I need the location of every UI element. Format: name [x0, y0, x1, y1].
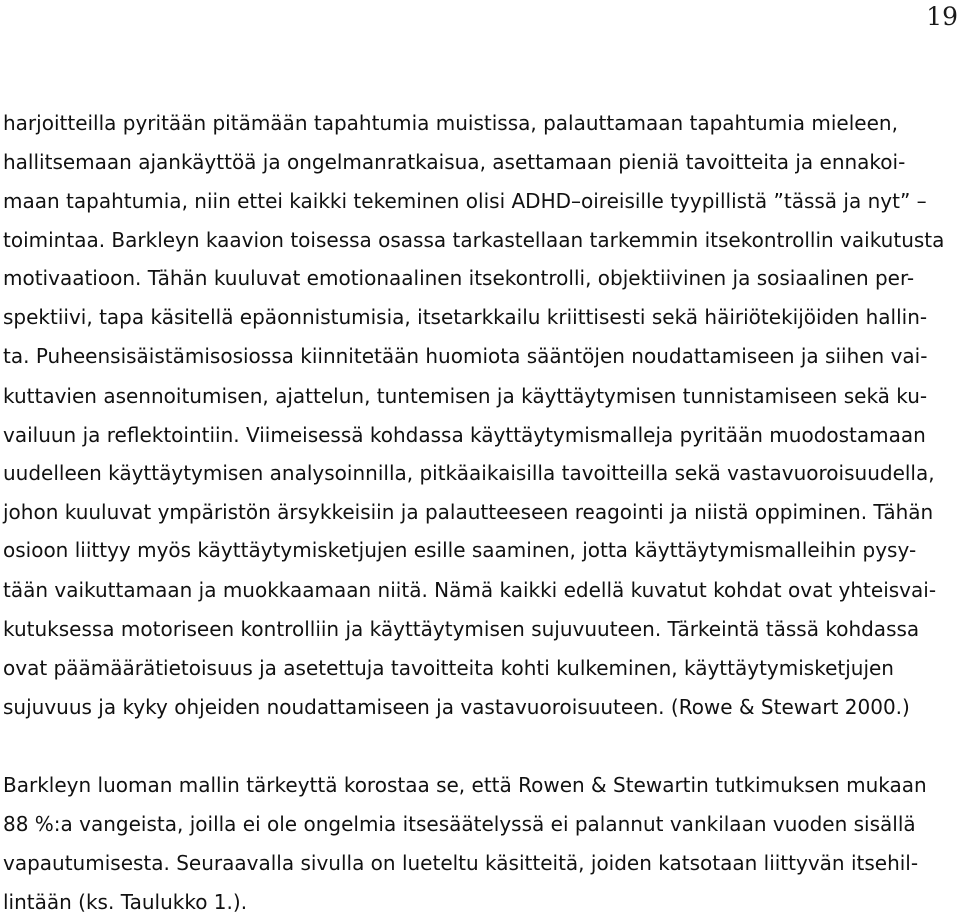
- text-line: vailuun ja reflektointiin. Viimeisessä kohdassa käyttäytymismalleja pyritään muodostamaan: [3, 423, 926, 447]
- text-line: motivaatioon. Tähän kuuluvat emotionaalinen itsekontrolli, objektiivinen ja sosiaalinen per-: [3, 266, 915, 290]
- text-line: ta. Puheensisäistämisosiossa kiinnitetään huomiota sääntöjen noudattamiseen ja siihen vai-: [3, 344, 928, 368]
- text-line: hallitsemaan ajankäyttöä ja ongelmanratkaisua, asettamaan pieniä tavoitteita ja ennakoi-: [3, 150, 906, 174]
- text-line: Barkleyn luoman mallin tärkeyttä korostaa se, että Rowen & Stewartin tutkimuksen mukaan: [3, 773, 927, 797]
- page-number: 19: [926, 2, 958, 31]
- text-line: 88 %:a vangeista, joilla ei ole ongelmia itsesäätelyssä ei palannut vankilaan vuoden sisällä: [3, 812, 916, 836]
- text-line: ovat päämäärätietoisuus ja asetettuja tavoitteita kohti kulkeminen, käyttäytymisketjujen: [3, 656, 894, 680]
- text-line: tään vaikuttamaan ja muokkaamaan niitä. Nämä kaikki edellä kuvatut kohdat ovat yhteisvai-: [3, 578, 937, 602]
- text-line: vapautumisesta. Seuraavalla sivulla on lueteltu käsitteitä, joiden katsotaan liittyvän itsehil-: [3, 851, 919, 875]
- text-line: spektiivi, tapa käsitellä epäonnistumisia, itsetarkkailu kriittisesti sekä häiriötekijöiden hallin-: [3, 305, 928, 329]
- text-line: sujuvuus ja kyky ohjeiden noudattamiseen ja vastavuoroisuuteen. (Rowe & Stewart 2000.): [3, 695, 910, 719]
- text-line: lintään (ks. Taulukko 1.).: [3, 890, 248, 914]
- text-line: kutuksessa motoriseen kontrolliin ja käyttäytymisen sujuvuuteen. Tärkeintä tässä kohdassa: [3, 617, 920, 641]
- text-line: toimintaa. Barkleyn kaavion toisessa osassa tarkastellaan tarkemmin itsekontrollin vaikutusta: [3, 228, 945, 252]
- text-line: maan tapahtumia, niin ettei kaikki tekeminen olisi ADHD–oireisille tyypillistä ”tässä ja nyt” –: [3, 189, 927, 213]
- text-line: harjoitteilla pyritään pitämään tapahtumia muistissa, palauttamaan tapahtumia mieleen,: [3, 111, 898, 135]
- text-line: uudelleen käyttäytymisen analysoinnilla, pitkäaikaisilla tavoitteilla sekä vastavuoroisuudella,: [3, 461, 935, 485]
- text-line: johon kuuluvat ympäristön ärsykkeisiin ja palautteeseen reagointi ja niistä oppiminen. Tähän: [3, 500, 934, 524]
- text-line: osioon liittyy myös käyttäytymisketjujen esille saaminen, jotta käyttäytymismalleihin pysy-: [3, 538, 917, 562]
- text-line: kuttavien asennoitumisen, ajattelun, tuntemisen ja käyttäytymisen tunnistamiseen sekä ku-: [3, 384, 928, 408]
